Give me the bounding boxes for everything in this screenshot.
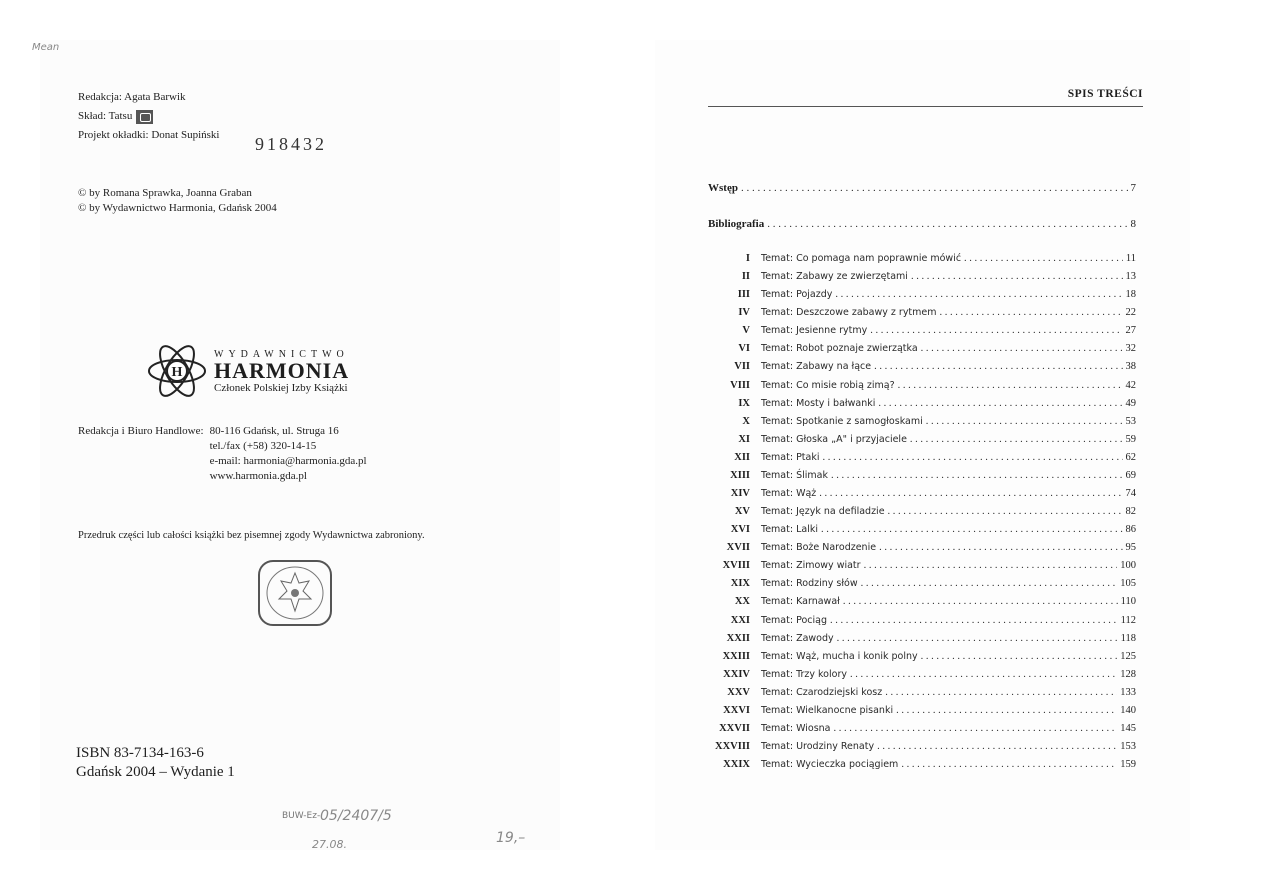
topic-title bbox=[761, 633, 834, 644]
toc-topic-row bbox=[708, 416, 1136, 434]
topic-prefix: Temat: bbox=[761, 704, 794, 716]
topic-prefix: Temat: bbox=[761, 560, 794, 572]
leader-dots bbox=[878, 398, 1122, 409]
isbn-number: ISBN 83-7134-163-6 bbox=[76, 745, 204, 761]
topic-prefix: Temat: bbox=[761, 397, 794, 409]
leader-dots bbox=[861, 578, 1118, 589]
toc-topic-row bbox=[708, 452, 1136, 470]
topic-name: Wąż bbox=[796, 488, 817, 500]
topic-number: XV bbox=[734, 506, 750, 518]
leader-dots bbox=[819, 488, 1122, 499]
toc-topic-row bbox=[708, 271, 1136, 289]
topic-page: 82 bbox=[1125, 506, 1136, 518]
topic-page: 32 bbox=[1125, 343, 1136, 355]
topic-name: Jesienne rytmy bbox=[796, 325, 868, 337]
topic-name: Pojazdy bbox=[796, 289, 833, 301]
office-street: 80-116 Gdańsk, ul. Struga 16 bbox=[209, 425, 339, 437]
topic-title bbox=[761, 524, 818, 535]
topic-title bbox=[761, 596, 840, 607]
topic-name: Mosty i bałwanki bbox=[796, 397, 876, 409]
topic-name: Wąż, mucha i konik polny bbox=[796, 650, 918, 662]
topic-number: III bbox=[737, 289, 750, 301]
toc-topic-row bbox=[708, 596, 1136, 614]
toc-topic-row bbox=[708, 361, 1136, 379]
leader-dots bbox=[843, 596, 1118, 607]
publisher-membership: Członek Polskiej Izby Książki bbox=[214, 381, 348, 394]
toc-topic-row bbox=[708, 380, 1136, 398]
topic-number: X bbox=[742, 415, 750, 427]
topic-page: 59 bbox=[1125, 433, 1136, 445]
topic-title bbox=[761, 687, 882, 698]
topic-page: 18 bbox=[1125, 289, 1136, 301]
topic-title bbox=[761, 470, 828, 481]
editor-credit bbox=[78, 88, 219, 107]
topic-name: Trzy kolory bbox=[796, 668, 847, 680]
topic-name: Zawody bbox=[796, 632, 834, 644]
isbn-block bbox=[76, 744, 235, 782]
topic-number: XXIII bbox=[722, 650, 750, 662]
leader-dots bbox=[888, 506, 1123, 517]
topic-number: XXV bbox=[727, 686, 750, 698]
toc-topic-row bbox=[708, 651, 1136, 669]
toc-topic-row bbox=[708, 615, 1136, 633]
leader-dots bbox=[741, 182, 1128, 194]
leader-dots bbox=[823, 452, 1123, 463]
leader-dots bbox=[850, 669, 1117, 680]
leader-dots bbox=[835, 289, 1122, 300]
credits-block bbox=[78, 88, 219, 145]
topic-prefix: Temat: bbox=[761, 578, 794, 590]
leader-dots bbox=[964, 253, 1123, 264]
leader-dots bbox=[901, 759, 1117, 770]
topic-prefix: Temat: bbox=[761, 415, 794, 427]
topic-prefix: Temat: bbox=[761, 632, 794, 644]
topic-name: Robot poznaje zwierzątka bbox=[796, 343, 918, 355]
topic-name: Ślimak bbox=[796, 469, 828, 481]
leader-dots bbox=[896, 705, 1117, 716]
topic-title bbox=[761, 506, 885, 517]
topic-page: 69 bbox=[1125, 469, 1136, 481]
topic-number: XXVII bbox=[719, 723, 750, 735]
topic-number: IV bbox=[738, 307, 750, 319]
topic-number: XIV bbox=[730, 488, 750, 500]
topic-title bbox=[761, 271, 908, 282]
topic-number: IX bbox=[738, 397, 750, 409]
toc-entry-page: 7 bbox=[1130, 182, 1136, 194]
leader-dots bbox=[874, 361, 1122, 372]
topic-title bbox=[761, 416, 923, 427]
topic-number: XXVI bbox=[723, 704, 750, 716]
toc-topic-row bbox=[708, 325, 1136, 343]
topic-title bbox=[761, 343, 918, 354]
topic-name: Co pomaga nam poprawnie mówić bbox=[796, 253, 962, 264]
edition-info: Gdańsk 2004 – Wydanie 1 bbox=[76, 764, 235, 780]
inventory-number: 918432 bbox=[255, 134, 327, 154]
topic-page: 105 bbox=[1120, 578, 1136, 590]
toc-entry-page: 8 bbox=[1130, 218, 1136, 230]
library-stamp: BUW-Ez- bbox=[282, 811, 321, 821]
topic-page: 49 bbox=[1125, 397, 1136, 409]
topic-name: Głoska „A" i przyjaciele bbox=[796, 433, 907, 445]
topic-page: 11 bbox=[1125, 253, 1136, 264]
topic-name: Ptaki bbox=[796, 451, 820, 463]
handwritten-date: 27.08. bbox=[312, 838, 347, 851]
topic-page: 128 bbox=[1120, 668, 1136, 680]
cover-credit bbox=[78, 126, 219, 145]
topic-title bbox=[761, 669, 847, 680]
toc-topic-row bbox=[708, 669, 1136, 687]
handwritten-price: 19,– bbox=[496, 830, 526, 846]
topic-prefix: Temat: bbox=[761, 379, 794, 391]
toc-topic-row bbox=[708, 307, 1136, 325]
topic-title bbox=[761, 253, 961, 264]
topic-prefix: Temat: bbox=[761, 271, 794, 283]
topic-number: XXI bbox=[730, 614, 750, 626]
leader-dots bbox=[864, 560, 1118, 571]
topic-prefix: Temat: bbox=[761, 686, 794, 698]
topic-prefix: Temat: bbox=[761, 253, 794, 264]
topic-number: XI bbox=[738, 433, 750, 445]
topic-prefix: Temat: bbox=[761, 723, 794, 735]
topic-prefix: Temat: bbox=[761, 542, 794, 554]
office-website: www.harmonia.gda.pl bbox=[209, 470, 307, 482]
handwritten-note: Mean bbox=[32, 42, 60, 53]
toc-topic-row bbox=[708, 343, 1136, 361]
topic-page: 13 bbox=[1125, 271, 1136, 283]
topic-title bbox=[761, 542, 876, 553]
topic-number: V bbox=[742, 325, 750, 337]
leader-dots bbox=[910, 434, 1123, 445]
leader-dots bbox=[767, 218, 1127, 230]
topic-title bbox=[761, 723, 831, 734]
office-phone: tel./fax (+58) 320-14-15 bbox=[209, 440, 317, 452]
topic-title bbox=[761, 578, 858, 589]
topic-number: XIX bbox=[730, 578, 750, 590]
toc-topic-row bbox=[708, 560, 1136, 578]
topic-prefix: Temat: bbox=[761, 433, 794, 445]
topic-page: 38 bbox=[1125, 361, 1136, 373]
topic-name: Wielkanocne pisanki bbox=[796, 704, 894, 716]
topic-prefix: Temat: bbox=[761, 451, 794, 463]
topic-page: 74 bbox=[1125, 488, 1136, 500]
topic-page: 140 bbox=[1120, 704, 1136, 716]
topic-page: 86 bbox=[1125, 524, 1136, 536]
leader-dots bbox=[834, 723, 1118, 734]
topic-prefix: Temat: bbox=[761, 325, 794, 337]
toc-topic-row bbox=[708, 398, 1136, 416]
topic-name: Karnawał bbox=[796, 596, 840, 608]
publisher-text bbox=[214, 349, 349, 394]
topic-name: Zimowy wiatr bbox=[796, 560, 861, 572]
office-address bbox=[210, 424, 367, 484]
topic-number: XX bbox=[734, 596, 750, 608]
topic-number: XIII bbox=[730, 469, 750, 481]
leader-dots bbox=[830, 615, 1118, 626]
topic-page: 53 bbox=[1125, 415, 1136, 427]
typesetting-credit bbox=[78, 107, 219, 126]
toc-header bbox=[708, 88, 1143, 107]
topic-title bbox=[761, 398, 875, 409]
topic-title bbox=[761, 615, 827, 626]
office-block bbox=[78, 424, 367, 484]
copyright-block bbox=[78, 186, 277, 216]
topic-page: 112 bbox=[1120, 614, 1136, 626]
leader-dots bbox=[837, 633, 1118, 644]
toc-entry-intro bbox=[708, 182, 1136, 194]
toc-topic-row bbox=[708, 741, 1136, 759]
topic-name: Czarodziejski kosz bbox=[796, 686, 883, 698]
topic-number: II bbox=[741, 271, 750, 283]
toc-topic-row bbox=[708, 488, 1136, 506]
toc-topic-row bbox=[708, 524, 1136, 542]
toc-topic-row bbox=[708, 253, 1136, 271]
toc-topic-row bbox=[708, 506, 1136, 524]
topic-number: I bbox=[745, 253, 750, 264]
leader-dots bbox=[898, 380, 1123, 391]
topic-number: XXIX bbox=[723, 759, 750, 771]
topic-prefix: Temat: bbox=[761, 343, 794, 355]
topic-title bbox=[761, 380, 895, 391]
topic-prefix: Temat: bbox=[761, 759, 794, 771]
topic-name: Rodziny słów bbox=[796, 578, 858, 590]
toc-topic-list bbox=[708, 253, 1136, 777]
topic-page: 153 bbox=[1120, 741, 1136, 753]
topic-prefix: Temat: bbox=[761, 361, 794, 373]
topic-prefix: Temat: bbox=[761, 307, 794, 319]
topic-prefix: Temat: bbox=[761, 596, 794, 608]
topic-prefix: Temat: bbox=[761, 650, 794, 662]
topic-number: XXIV bbox=[723, 668, 750, 680]
typesetting-text: Skład: Tatsu bbox=[78, 110, 133, 122]
topic-prefix: Temat: bbox=[761, 741, 794, 753]
toc-entry-bibliography bbox=[708, 218, 1136, 230]
topic-title bbox=[761, 560, 861, 571]
leader-dots bbox=[870, 325, 1122, 336]
editor-text: Redakcja: Agata Barwik bbox=[78, 91, 186, 103]
toc-topic-row bbox=[708, 723, 1136, 741]
toc-topic-row bbox=[708, 470, 1136, 488]
topic-title bbox=[761, 289, 832, 300]
cover-design-text: Projekt okładki: Donat Supiński bbox=[78, 129, 220, 141]
leader-dots bbox=[877, 741, 1117, 752]
topic-page: 110 bbox=[1120, 596, 1136, 608]
toc-topic-row bbox=[708, 705, 1136, 723]
topic-number: XXVIII bbox=[714, 741, 750, 753]
topic-title bbox=[761, 452, 820, 463]
tatsu-logo-icon bbox=[136, 110, 153, 124]
reprint-notice: Przedruk części lub całości książki bez pisemnej zgody Wydawnictwa zabroniony. bbox=[78, 530, 425, 541]
publisher-name: HARMONIA bbox=[214, 357, 350, 383]
topic-page: 62 bbox=[1125, 451, 1136, 463]
topic-prefix: Temat: bbox=[761, 668, 794, 680]
topic-name: Boże Narodzenie bbox=[796, 542, 877, 554]
topic-title bbox=[761, 488, 816, 499]
topic-name: Urodziny Renaty bbox=[796, 741, 875, 753]
library-seal-icon bbox=[255, 557, 335, 629]
office-email: e-mail: harmonia@harmonia.gda.pl bbox=[209, 455, 367, 467]
topic-name: Wiosna bbox=[796, 723, 831, 735]
topic-page: 22 bbox=[1125, 307, 1136, 319]
topic-page: 100 bbox=[1120, 560, 1136, 572]
toc-topic-row bbox=[708, 687, 1136, 705]
topic-name: Zabawy na łące bbox=[796, 361, 872, 373]
topic-name: Pociąg bbox=[796, 614, 827, 626]
topic-title bbox=[761, 325, 867, 336]
topic-page: 95 bbox=[1125, 542, 1136, 554]
toc-topic-row bbox=[708, 434, 1136, 452]
copyright-publisher: © by Wydawnictwo Harmonia, Gdańsk 2004 bbox=[78, 202, 277, 214]
toc-topic-row bbox=[708, 633, 1136, 651]
toc-title: SPIS TREŚCI bbox=[1067, 88, 1143, 100]
topic-prefix: Temat: bbox=[761, 469, 794, 481]
publisher-wydawnictwo: WYDAWNICTWO bbox=[214, 348, 349, 360]
topic-title bbox=[761, 705, 893, 716]
topic-number: XII bbox=[734, 451, 750, 463]
topic-name: Spotkanie z samogłoskami bbox=[796, 415, 923, 427]
leader-dots bbox=[921, 651, 1118, 662]
topic-name: Deszczowe zabawy z rytmem bbox=[796, 307, 937, 319]
leader-dots bbox=[831, 470, 1123, 481]
topic-title bbox=[761, 361, 871, 372]
toc-entry-label: Bibliografia bbox=[708, 218, 765, 230]
topic-page: 42 bbox=[1125, 379, 1136, 391]
toc-topic-row bbox=[708, 759, 1136, 777]
topic-prefix: Temat: bbox=[761, 614, 794, 626]
topic-prefix: Temat: bbox=[761, 506, 794, 518]
toc-topic-row bbox=[708, 289, 1136, 307]
leader-dots bbox=[885, 687, 1117, 698]
topic-page: 118 bbox=[1120, 632, 1136, 644]
topic-name: Wycieczka pociągiem bbox=[796, 759, 899, 771]
toc-topic-row bbox=[708, 542, 1136, 560]
leader-dots bbox=[921, 343, 1123, 354]
topic-number: XXII bbox=[726, 632, 750, 644]
topic-page: 27 bbox=[1125, 325, 1136, 337]
topic-name: Zabawy ze zwierzętami bbox=[796, 271, 908, 283]
topic-name: Lalki bbox=[796, 524, 818, 536]
topic-title bbox=[761, 307, 937, 318]
topic-page: 159 bbox=[1120, 759, 1136, 771]
leader-dots bbox=[911, 271, 1123, 282]
leader-dots bbox=[821, 524, 1123, 535]
topic-title bbox=[761, 651, 918, 662]
topic-number: XVI bbox=[730, 524, 750, 536]
topic-name: Co misie robią zimą? bbox=[796, 379, 895, 391]
topic-title bbox=[761, 434, 907, 445]
topic-number: VII bbox=[734, 361, 750, 373]
leader-dots bbox=[879, 542, 1122, 553]
topic-prefix: Temat: bbox=[761, 488, 794, 500]
harmonia-atom-icon bbox=[146, 343, 208, 399]
toc-topic-row bbox=[708, 578, 1136, 596]
logo-letter: H bbox=[171, 365, 183, 380]
topic-page: 133 bbox=[1120, 686, 1136, 698]
topic-title bbox=[761, 741, 874, 752]
copyright-authors: © by Romana Sprawka, Joanna Graban bbox=[78, 187, 252, 199]
topic-prefix: Temat: bbox=[761, 524, 794, 536]
leader-dots bbox=[926, 416, 1123, 427]
topic-number: VIII bbox=[730, 379, 750, 391]
topic-number: VI bbox=[738, 343, 750, 355]
topic-page: 125 bbox=[1120, 650, 1136, 662]
toc-entry-label: Wstęp bbox=[708, 182, 738, 194]
leader-dots bbox=[940, 307, 1123, 318]
office-label: Redakcja i Biuro Handlowe: bbox=[78, 425, 204, 437]
publisher-logo bbox=[146, 343, 349, 399]
topic-prefix: Temat: bbox=[761, 289, 794, 301]
topic-number: XVII bbox=[726, 542, 750, 554]
topic-number: XVIII bbox=[722, 560, 750, 572]
topic-name: Język na defiladzie bbox=[796, 506, 885, 518]
call-number: 05/2407/5 bbox=[320, 808, 392, 824]
topic-title bbox=[761, 759, 898, 770]
topic-page: 145 bbox=[1120, 723, 1136, 735]
